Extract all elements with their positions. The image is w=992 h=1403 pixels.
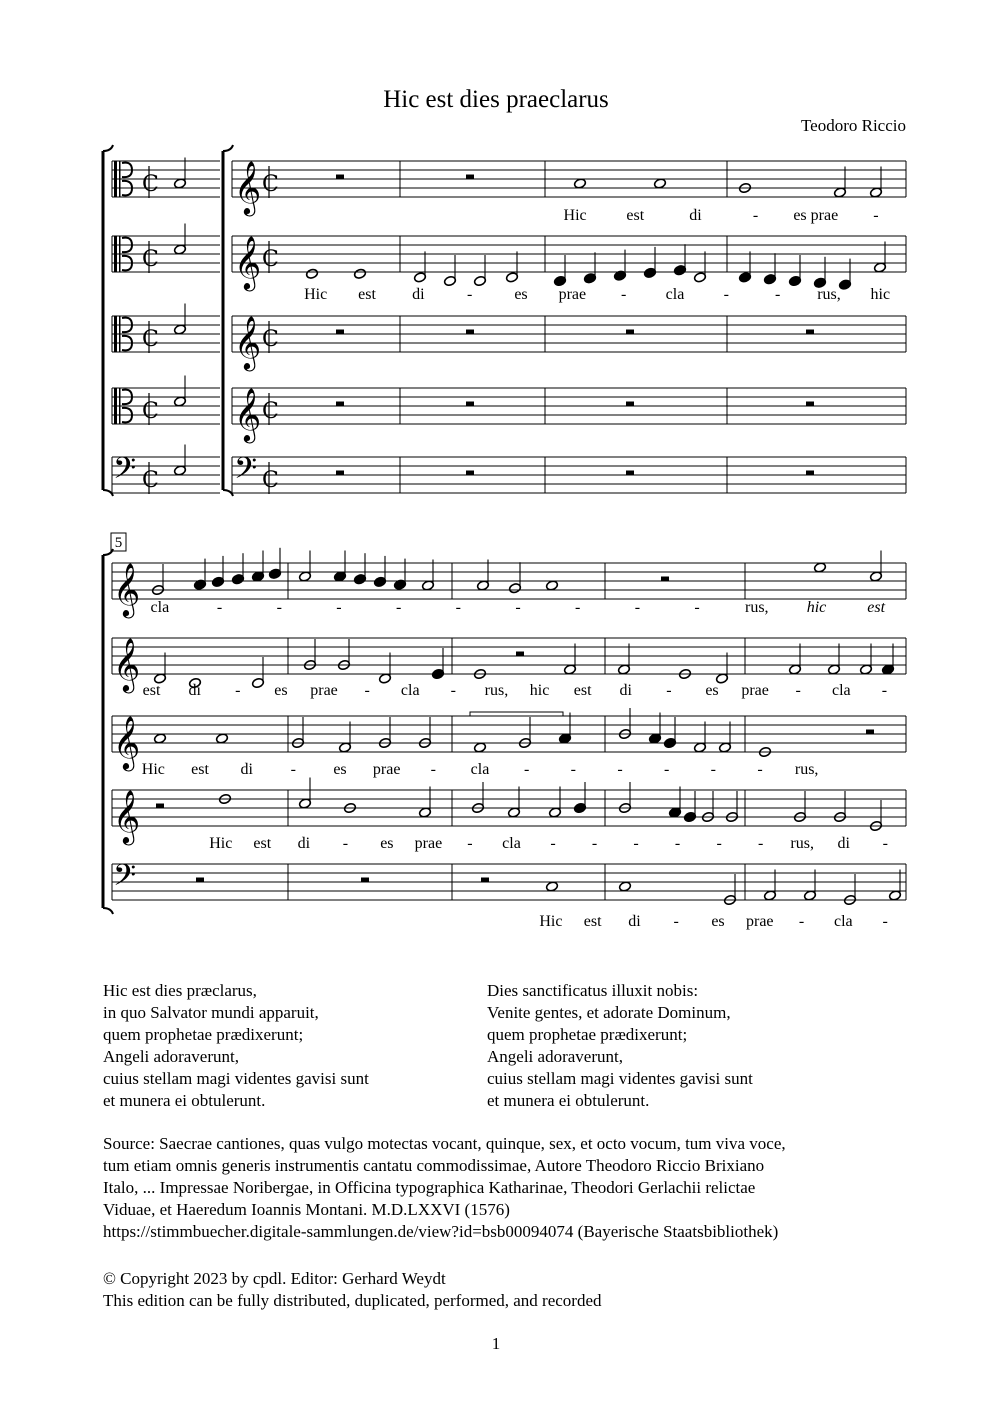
clef-bar: [119, 161, 121, 197]
lyric-syllable: hic: [529, 682, 550, 699]
lyric-syllable: -: [716, 835, 722, 852]
treble-clef-icon: 𝄞: [234, 160, 262, 214]
rest: [156, 804, 164, 809]
lyric-syllable: -: [575, 599, 581, 616]
score-system-2: [103, 533, 906, 930]
treble-clef-octave-icon: 𝄞: [234, 387, 262, 441]
lyric-syllable: di: [628, 913, 641, 930]
lyric-syllable: est: [191, 761, 209, 778]
text-right-column: [487, 980, 753, 1112]
rest: [466, 330, 474, 335]
lyric-syllable: -: [694, 599, 700, 616]
text-line: quem prophetae prædixerunt;: [487, 1025, 688, 1044]
source-line: Italo, ... Impressae Noribergae, in Officina typographica Katharinae, Theodori Gerlachii relictae: [103, 1178, 756, 1197]
treble-clef-octave-icon: 𝄞: [113, 715, 141, 769]
rest: [466, 471, 474, 476]
lyric-syllable: -: [430, 761, 436, 778]
text-line: Venite gentes, et adorate Dominum,: [487, 1003, 731, 1022]
lyric-syllable: -: [798, 913, 805, 930]
note-head: [618, 881, 631, 892]
lyric-syllable: prae: [558, 286, 587, 303]
lyric-syllable: -: [674, 835, 681, 852]
clef-bar: [114, 236, 117, 272]
lyric-syllable: cla: [470, 761, 490, 778]
lyric-syllable: prae: [310, 682, 338, 699]
text-line: Angeli adoraverunt,: [487, 1047, 623, 1066]
source-url: https://stimmbuecher.digitale-sammlungen.de/view?id=bsb00094074 (Bayerische Staatsbibliothek): [103, 1222, 779, 1241]
treble-clef-octave-icon: 𝄞: [113, 789, 141, 843]
score-system-1: [103, 145, 906, 496]
lyric-syllable: -: [290, 761, 296, 778]
note-head: [305, 268, 318, 279]
lyric-syllable: di: [188, 682, 201, 699]
clef-bar: [114, 316, 117, 352]
lyric-syllable: -: [633, 835, 639, 852]
lyric-syllable: -: [634, 599, 641, 616]
rest: [336, 402, 344, 407]
rest: [481, 878, 489, 883]
treble-clef-icon: 𝄞: [113, 562, 141, 616]
lyric-syllable: cla: [150, 599, 170, 616]
source-line: Source: Saecrae cantiones, quas vulgo motectas vocant, quinque, sex, et octo vocum, tum viva voce,: [103, 1134, 786, 1153]
note-head: [545, 881, 558, 892]
lyric-syllable: Hic: [539, 913, 563, 930]
lyric-syllable: Hic: [563, 207, 587, 224]
lyric-syllable: -: [673, 913, 679, 930]
note-head: [813, 562, 826, 573]
lyric-syllable: -: [342, 835, 349, 852]
note-head: [653, 178, 666, 189]
cut-time-icon: C: [262, 247, 279, 272]
lyric-syllable: -: [591, 835, 598, 852]
lyric-syllable: Hic: [141, 761, 165, 778]
note-head: [573, 178, 586, 189]
text-line: Dies sanctificatus illuxit nobis:: [487, 981, 699, 1000]
lyric-syllable: es: [274, 682, 288, 699]
lyric-syllable: -: [757, 835, 764, 852]
measure-number: 5: [114, 535, 123, 551]
copyright-note: [103, 1268, 602, 1312]
rest: [806, 471, 814, 476]
lyric-syllable: -: [550, 835, 556, 852]
lyric-syllable: -: [216, 599, 223, 616]
lyric-syllable: -: [467, 286, 473, 303]
lyric-syllable: -: [364, 682, 370, 699]
lyric-syllable: rus,: [817, 286, 841, 303]
lyric-syllable: di: [297, 835, 311, 852]
rest: [806, 402, 814, 407]
lyric-syllable: cla: [665, 286, 685, 303]
lyric-syllable: prae: [741, 682, 769, 699]
lyric-syllable: -: [775, 286, 781, 303]
ligature-bracket: [470, 712, 563, 716]
rest: [866, 730, 874, 735]
lyric-syllable: Hic: [209, 835, 233, 852]
lyric-syllable: es: [514, 286, 528, 303]
lyric-syllable: est: [573, 682, 592, 699]
source-line: tum etiam omnis generis instrumentis cantatu commodissimae, Autore Theodoro Riccio Brixiano: [103, 1156, 765, 1175]
treble-clef-icon: 𝄞: [113, 637, 141, 691]
source-note: [103, 1133, 903, 1243]
lyric-syllable: -: [752, 207, 759, 224]
lyric-syllable: -: [795, 682, 801, 699]
text-line: Hic est dies præclarus,: [103, 981, 257, 1000]
lyric-syllable: di: [412, 286, 425, 303]
lyric-syllable: hic: [806, 599, 827, 616]
rest: [661, 577, 669, 582]
lyric-syllable: -: [515, 599, 521, 616]
cut-time-icon: C: [262, 172, 279, 197]
lyric-syllable: di: [689, 207, 702, 224]
clef-bar: [114, 161, 117, 197]
lyric-syllable: es prae: [793, 207, 839, 224]
lyric-syllable: -: [882, 835, 888, 852]
text-line: quem prophetae prædixerunt;: [103, 1025, 304, 1044]
lyric-syllable: -: [882, 913, 888, 930]
lyric-syllable: -: [276, 599, 282, 616]
note-head: [153, 733, 166, 744]
lyric-syllable: cla: [834, 913, 853, 930]
bass-clef-icon: 𝄢: [234, 452, 258, 493]
lyric-syllable: di: [240, 761, 253, 778]
text-left-column: [103, 980, 369, 1112]
cut-time-icon: C: [262, 399, 279, 424]
treble-clef-octave-icon: 𝄞: [234, 315, 262, 369]
lyric-syllable: -: [524, 761, 530, 778]
rest: [626, 330, 634, 335]
lyric-syllable: -: [621, 286, 627, 303]
lyric-syllable: est: [867, 599, 886, 616]
page-number: 1: [491, 1334, 501, 1353]
piece-title: Hic est dies praeclarus: [383, 86, 609, 113]
lyric-syllable: rus,: [794, 761, 819, 778]
text-line: cuius stellam magi videntes gavisi sunt: [487, 1069, 753, 1088]
clef-bar: [119, 388, 121, 424]
copyright-line: © Copyright 2023 by cpdl. Editor: Gerhard Weydt: [103, 1269, 446, 1288]
lyric-syllable: -: [336, 599, 342, 616]
treble-clef-icon: 𝄞: [234, 235, 262, 289]
lyric-syllable: -: [710, 761, 716, 778]
lyric-syllable: est: [142, 682, 161, 699]
lyric-syllable: -: [570, 761, 576, 778]
text-line: Angeli adoraverunt,: [103, 1047, 239, 1066]
lyric-syllable: est: [626, 207, 645, 224]
lyric-syllable: rus,: [790, 835, 814, 852]
lyric-syllable: -: [395, 599, 402, 616]
lyric-syllable: -: [723, 286, 729, 303]
lyric-syllable: -: [666, 682, 672, 699]
lyric-syllable: es: [711, 913, 725, 930]
lyric-syllable: -: [455, 599, 461, 616]
bass-clef-icon: 𝄢: [113, 452, 137, 493]
cut-time-icon: C: [262, 468, 279, 493]
rest: [196, 878, 204, 883]
lyric-syllable: rus,: [484, 682, 509, 699]
rest: [466, 175, 474, 180]
lyric-syllable: prae: [746, 913, 774, 930]
cut-time-icon: C: [262, 327, 279, 352]
rest: [336, 330, 344, 335]
lyric-syllable: cla: [832, 682, 851, 699]
text-line: in quo Salvator mundi apparuit,: [103, 1003, 319, 1022]
rest: [626, 471, 634, 476]
rest: [516, 652, 524, 657]
lyric-syllable: di: [837, 835, 850, 852]
lyric-syllable: prae: [414, 835, 443, 852]
lyric-syllable: cla: [400, 682, 420, 699]
text-line: et munera ei obtulerunt.: [103, 1091, 266, 1110]
text-line: cuius stellam magi videntes gavisi sunt: [103, 1069, 369, 1088]
lyric-syllable: -: [664, 761, 670, 778]
rest: [806, 330, 814, 335]
bass-clef-icon: 𝄢: [113, 859, 137, 900]
lyric-syllable: hic: [870, 286, 891, 303]
cut-time-icon: C: [142, 172, 159, 197]
lyric-syllable: -: [873, 207, 879, 224]
note-head: [545, 580, 558, 591]
lyric-syllable: di: [619, 682, 633, 699]
cut-time-icon: C: [142, 468, 159, 493]
note-head: [473, 742, 486, 753]
rest: [466, 402, 474, 407]
rest: [361, 878, 369, 883]
lyric-syllable: -: [757, 761, 763, 778]
clef-bar: [119, 316, 121, 352]
cut-time-icon: C: [142, 247, 159, 272]
note-head: [215, 733, 228, 744]
lyric-syllable: es: [380, 835, 394, 852]
lyric-syllable: est: [253, 835, 272, 852]
lyric-syllable: es: [333, 761, 347, 778]
lyric-syllable: -: [467, 835, 473, 852]
cut-time-icon: C: [142, 327, 159, 352]
rest: [336, 471, 344, 476]
note-head: [353, 268, 366, 279]
clef-bar: [119, 236, 121, 272]
lyric-syllable: est: [583, 913, 602, 930]
lyric-syllable: -: [881, 682, 888, 699]
composer-name: Teodoro Riccio: [800, 116, 906, 135]
cut-time-icon: C: [142, 399, 159, 424]
lyric-syllable: est: [358, 286, 376, 303]
rest: [626, 402, 634, 407]
lyric-syllable: rus,: [744, 599, 769, 616]
copyright-line: This edition can be fully distributed, duplicated, performed, and recorded: [103, 1291, 602, 1310]
clef-bar: [114, 388, 117, 424]
lyric-syllable: Hic: [304, 286, 328, 303]
rest: [336, 175, 344, 180]
lyric-syllable: -: [450, 682, 456, 699]
lyric-syllable: -: [235, 682, 241, 699]
lyric-syllable: cla: [502, 835, 521, 852]
text-line: et munera ei obtulerunt.: [487, 1091, 650, 1110]
lyric-syllable: prae: [372, 761, 401, 778]
source-line: Viduae, et Haeredum Ioannis Montani. M.D.LXXVI (1576): [103, 1200, 510, 1219]
lyric-syllable: -: [617, 761, 623, 778]
lyric-syllable: es: [705, 682, 719, 699]
